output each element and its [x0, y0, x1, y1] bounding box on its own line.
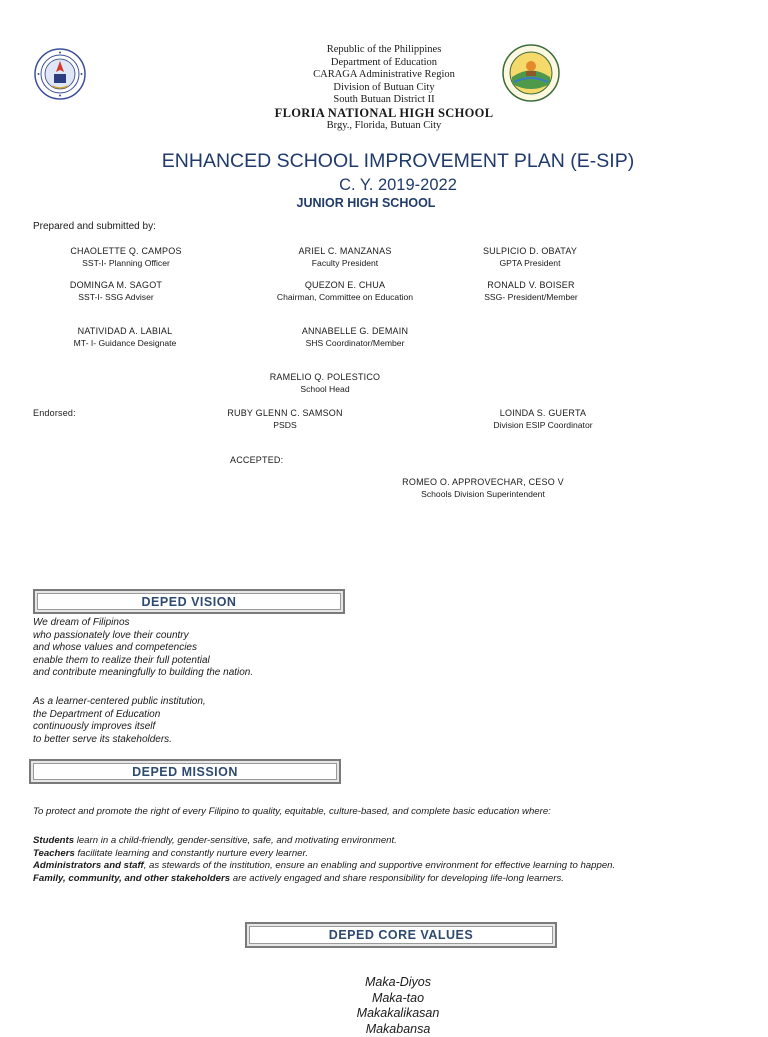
core-value: Makakalikasan: [0, 1006, 768, 1022]
mission-list: [33, 835, 615, 885]
school-level: JUNIOR HIGH SCHOOL: [0, 196, 732, 210]
mission-item: [33, 873, 615, 886]
mission-item-text: , as stewards of the institution, ensure an enabling and supportive environment for effective learning to happen.: [144, 860, 615, 871]
vision-line: enable them to realize their full potential: [33, 655, 253, 668]
acceptor: [383, 477, 583, 500]
mission-item-text: are actively engaged and share responsibility for developing life-long learners.: [230, 873, 564, 884]
mission-intro: To protect and promote the right of every Filipino to quality, equitable, culture-based, and complete basic education where:: [33, 806, 551, 817]
signatory: [255, 246, 435, 269]
signatory-name: NATIVIDAD A. LABIAL: [40, 326, 210, 338]
core-value: Makabansa: [0, 1022, 768, 1037]
signatory: [270, 326, 440, 349]
endorser-name: LOINDA S. GUERTA: [463, 408, 623, 420]
core-values-heading-box: [245, 922, 557, 948]
document-title: ENHANCED SCHOOL IMPROVEMENT PLAN (E-SIP): [0, 150, 768, 173]
signatory: [250, 280, 440, 303]
core-values-heading: DEPED CORE VALUES: [249, 926, 553, 944]
core-value: Maka-Diyos: [0, 975, 768, 991]
letterhead-line: South Butuan District II: [184, 94, 584, 107]
signatory-role: Chairman, Committee on Education: [250, 292, 440, 304]
vision-line: the Department of Education: [33, 709, 253, 722]
mission-item: [33, 835, 615, 848]
signatory-role: GPTA President: [450, 258, 610, 270]
letterhead-line: Department of Education: [184, 57, 584, 70]
vision-line: to better serve its stakeholders.: [33, 734, 253, 747]
letterhead: [184, 44, 584, 132]
deped-seal-icon: [34, 48, 86, 100]
signatory-name: RAMELIO Q. POLESTICO: [240, 372, 410, 384]
letterhead-line: Division of Butuan City: [184, 82, 584, 95]
signatory-name: ARIEL C. MANZANAS: [255, 246, 435, 258]
school-address: Brgy., Florida, Butuan City: [184, 120, 584, 133]
signatory: [40, 326, 210, 349]
endorser-name: RUBY GLENN C. SAMSON: [210, 408, 360, 420]
signatory-name: QUEZON E. CHUA: [250, 280, 440, 292]
signatory-name: ANNABELLE G. DEMAIN: [270, 326, 440, 338]
core-values-list: [0, 975, 768, 1037]
vision-heading-box: [33, 589, 345, 614]
endorser-role: PSDS: [210, 420, 360, 432]
vision-line: As a learner-centered public institution,: [33, 696, 253, 709]
accepted-label: ACCEPTED:: [230, 455, 283, 465]
mission-item-lead: Teachers: [33, 848, 75, 859]
prepared-label: Prepared and submitted by:: [33, 221, 156, 232]
mission-item: [33, 860, 615, 873]
mission-heading-box: [29, 759, 341, 784]
signatory: [446, 280, 616, 303]
mission-item-lead: Administrators and staff: [33, 860, 144, 871]
mission-item-text: learn in a child-friendly, gender-sensitive, safe, and motivating environment.: [74, 835, 397, 846]
mission-item-text: facilitate learning and constantly nurture every learner.: [75, 848, 308, 859]
signatory-name: DOMINGA M. SAGOT: [36, 280, 196, 292]
signatory: [450, 246, 610, 269]
signatory-name: SULPICIO D. OBATAY: [450, 246, 610, 258]
core-value: Maka-tao: [0, 991, 768, 1007]
mission-heading: DEPED MISSION: [33, 763, 337, 780]
vision-heading: DEPED VISION: [37, 593, 341, 610]
vision-line: continuously improves itself: [33, 721, 253, 734]
signatory-role: SSG- President/Member: [446, 292, 616, 304]
school-name: FLORIA NATIONAL HIGH SCHOOL: [184, 107, 584, 120]
vision-line: and contribute meaningfully to building the nation.: [33, 667, 253, 680]
signatory: [36, 280, 196, 303]
school-head-signatory: [240, 372, 410, 395]
vision-line: who passionately love their country: [33, 630, 253, 643]
mission-item-lead: Students: [33, 835, 74, 846]
school-year: C. Y. 2019-2022: [0, 176, 768, 195]
signatory-role: Faculty President: [255, 258, 435, 270]
signatory-role: SST-I- Planning Officer: [46, 258, 206, 270]
signatory-role: SST-I- SSG Adviser: [36, 292, 196, 304]
letterhead-line: Republic of the Philippines: [184, 44, 584, 57]
signatory-role: School Head: [240, 384, 410, 396]
vision-text: [33, 617, 253, 746]
endorser: [463, 408, 623, 431]
mission-item: [33, 848, 615, 861]
vision-line: We dream of Filipinos: [33, 617, 253, 630]
letterhead-line: CARAGA Administrative Region: [184, 69, 584, 82]
signatory-role: SHS Coordinator/Member: [270, 338, 440, 350]
acceptor-role: Schools Division Superintendent: [383, 489, 583, 501]
signatory-role: MT- I- Guidance Designate: [40, 338, 210, 350]
vision-line: and whose values and competencies: [33, 642, 253, 655]
endorser-role: Division ESIP Coordinator: [463, 420, 623, 432]
endorser: [210, 408, 360, 431]
endorsed-label: Endorsed:: [33, 408, 76, 418]
acceptor-name: ROMEO O. APPROVECHAR, CESO V: [383, 477, 583, 489]
signatory-name: CHAOLETTE Q. CAMPOS: [46, 246, 206, 258]
signatory-name: RONALD V. BOISER: [446, 280, 616, 292]
signatory: [46, 246, 206, 269]
mission-item-lead: Family, community, and other stakeholders: [33, 873, 230, 884]
